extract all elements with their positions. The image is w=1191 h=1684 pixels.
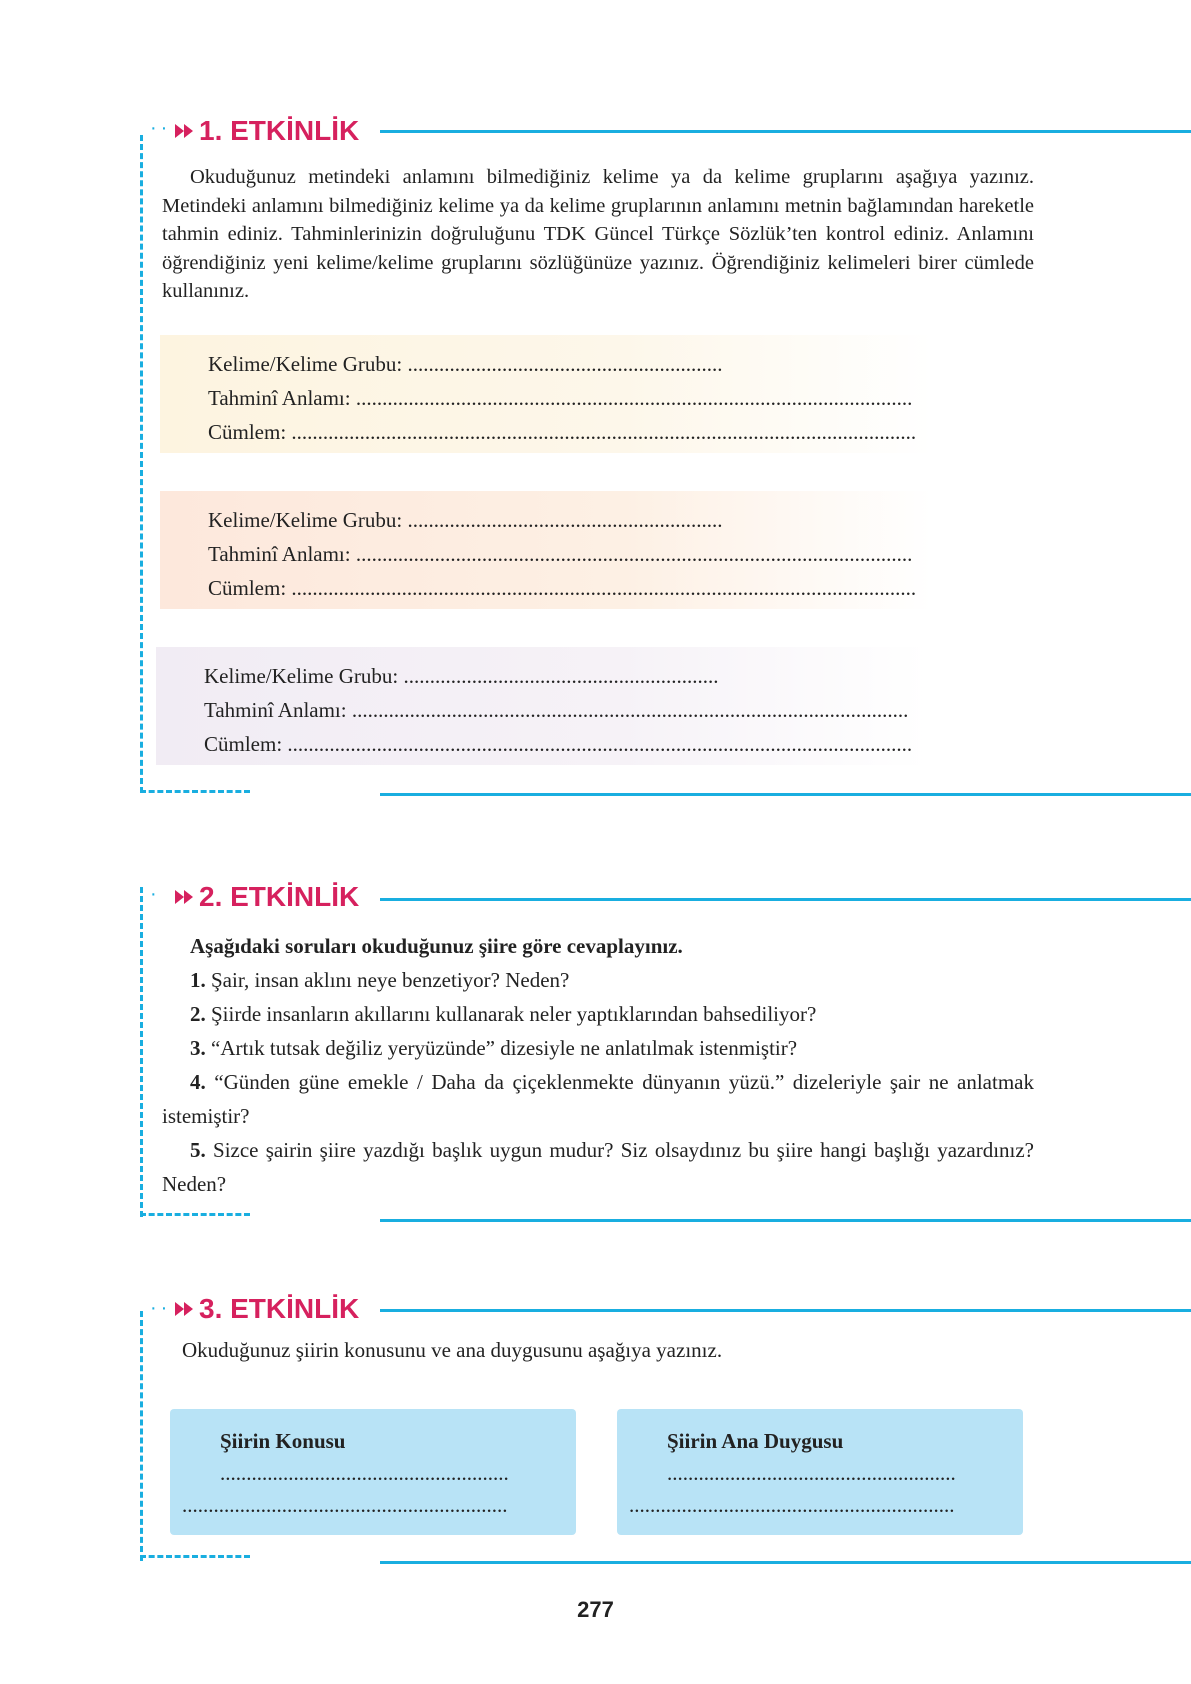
- meaning-field: Tahminî Anlamı: ..........................................................................................................: [208, 542, 913, 566]
- activity-2-lead-dots: ·: [150, 883, 161, 905]
- vocab-card-3: [156, 647, 928, 765]
- sentence-field: Cümlem: .......................................................................................................................: [204, 732, 913, 756]
- activity-2-title: 2. ETKİNLİK: [175, 881, 363, 913]
- activity-1-frame-bottom: [140, 790, 250, 793]
- sentence-field: Cümlem: .......................................................................................................................: [208, 420, 917, 444]
- activity-2-frame-left: [140, 887, 143, 1217]
- activity-1-lead-dots: ··: [150, 117, 172, 139]
- question-2: 2. Şiirde insanların akıllarını kullanarak neler yaptıklarından bahsediliyor?: [190, 1002, 817, 1026]
- double-arrow-icon: [175, 1302, 193, 1316]
- activity-2-instruction: Aşağıdaki soruları okuduğunuz şiire göre cevaplayınız.: [190, 934, 683, 958]
- activity-3-lead-dots: ··: [150, 1297, 172, 1319]
- double-arrow-icon: [175, 890, 193, 904]
- activity-1-frame-left: [140, 135, 143, 793]
- double-arrow-icon: [175, 124, 193, 138]
- emotion-box-title: Şiirin Ana Duygusu: [667, 1429, 844, 1453]
- sentence-field: Cümlem: .......................................................................................................................: [208, 576, 917, 600]
- activity-1-title: 1. ETKİNLİK: [175, 115, 363, 147]
- word-field: Kelime/Kelime Grubu: ............................................................: [208, 508, 723, 532]
- topic-box: [170, 1409, 576, 1535]
- emotion-line-2: ..............................................................: [629, 1493, 955, 1517]
- emotion-line-1: .......................................................: [667, 1461, 956, 1485]
- question-4: 4. “Günden güne emekle / Daha da çiçeklenmekte dünyanın yüzü.” dizeleriyle şair ne anlatmak istemiştir?: [162, 1070, 1034, 1128]
- question-3: 3. “Artık tutsak değiliz yeryüzünde” dizesiyle ne anlatılmak istenmiştir?: [190, 1036, 798, 1060]
- meaning-field: Tahminî Anlamı: ..........................................................................................................: [204, 698, 909, 722]
- topic-line-2: ..............................................................: [182, 1493, 508, 1517]
- vocab-card-1: [160, 335, 932, 453]
- activity-1-instruction: Okuduğunuz metindeki anlamını bilmediğiniz kelime ya da kelime gruplarını aşağıya yazınız. Metindeki anlamını bilmediğiniz kelime ya da kelime gruplarının anlamını metnin bağlamından hareketle tahmin ediniz. Tahminlerinizin doğruluğunu TDK Güncel Türkçe Sözlük’ten kontrol ediniz. Anlamını öğrendiğiniz yeni kelime/kelime gruplarını sözlüğünüze yazınız. Öğrendiğiniz kelimeleri birer cümlede kullanınız.: [162, 166, 1034, 302]
- emotion-box: [617, 1409, 1023, 1535]
- vocab-card-2: [160, 491, 932, 609]
- question-1: 1. Şair, insan aklını neye benzetiyor? Neden?: [190, 968, 570, 992]
- activity-3-instruction: Okuduğunuz şiirin konusunu ve ana duygusunu aşağıya yazınız.: [182, 1338, 723, 1362]
- page-number: 277: [577, 1597, 614, 1622]
- word-field: Kelime/Kelime Grubu: ............................................................: [208, 352, 723, 376]
- activity-3-frame-bottom: [140, 1555, 250, 1558]
- activity-2-questions: [162, 929, 1034, 1201]
- activity-3: [140, 1293, 1060, 1573]
- question-5: 5. Sizce şairin şiire yazdığı başlık uygun mudur? Siz olsaydınız bu şiire hangi başlığı yazardınız? Neden?: [162, 1138, 1034, 1196]
- activity-2: [140, 877, 1060, 1227]
- activity-1: [140, 115, 1060, 805]
- activity-3-boxes: [170, 1409, 1020, 1535]
- topic-box-title: Şiirin Konusu: [220, 1429, 346, 1453]
- activity-2-frame-bottom: [140, 1213, 250, 1216]
- topic-line-1: .......................................................: [220, 1461, 509, 1485]
- word-field: Kelime/Kelime Grubu: ............................................................: [204, 664, 719, 688]
- meaning-field: Tahminî Anlamı: ..........................................................................................................: [208, 386, 913, 410]
- activity-3-frame-left: [140, 1311, 143, 1561]
- activity-3-title: 3. ETKİNLİK: [175, 1293, 363, 1325]
